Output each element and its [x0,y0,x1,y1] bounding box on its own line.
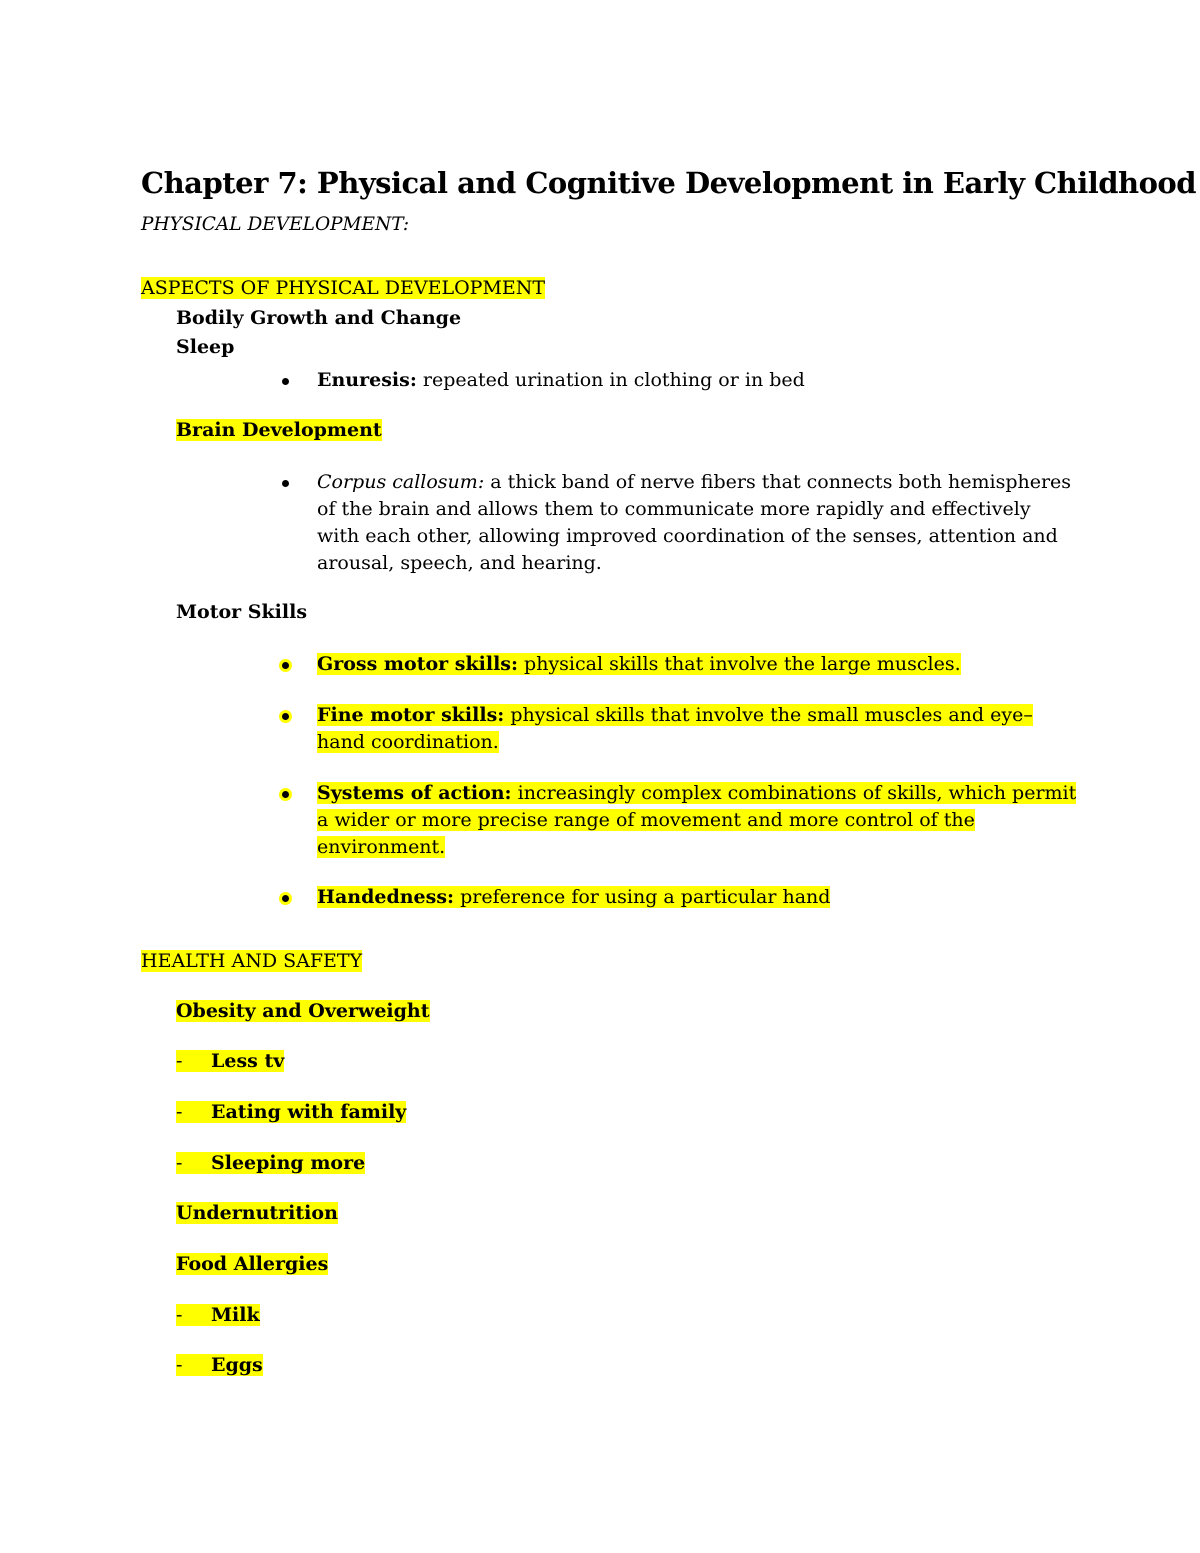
heading-health-safety: HEALTH AND SAFETY [141,950,363,972]
definition-line: hand coordination. [317,731,499,753]
heading-aspects: ASPECTS OF PHYSICAL DEVELOPMENT [141,277,546,299]
term-fine-motor: Fine motor skills: [317,704,505,726]
bullet-icon [282,662,289,669]
list-item-handedness [317,884,830,911]
subheading-obesity: Obesity and Overweight [176,1000,430,1022]
bullet-icon [282,378,289,385]
definition-line: a wider or more precise range of movement and more control of the [317,809,975,831]
list-item-gross-motor [317,651,961,678]
subheading-undernutrition: Undernutrition [176,1202,338,1224]
bullet-icon [282,480,289,487]
list-item-enuresis [317,367,805,394]
dash-marker: - [176,1354,183,1376]
list-item-eating-with-family [176,1101,406,1123]
item-text: Less tv [211,1050,285,1072]
term-systems-of-action: Systems of action: [317,782,512,804]
item-text: Sleeping more [211,1152,366,1174]
subheading-brain-development: Brain Development [176,419,382,441]
item-text: Eating with family [211,1101,407,1123]
item-text: Milk [211,1304,260,1326]
definition-line: a thick band of nerve fibers that connects both hemispheres [484,471,1072,493]
item-text: Eggs [211,1354,263,1376]
list-item-fine-motor [317,702,1033,756]
definition-line: environment. [317,836,446,858]
list-item-systems-of-action [317,780,1076,861]
definition-line: of the brain and allows them to communicate more rapidly and effectively [317,498,1031,520]
dash-marker: - [176,1101,183,1123]
dash-marker: - [176,1050,183,1072]
term-corpus-callosum: Corpus callosum: [317,471,485,493]
definition-line: physical skills that involve the small muscles and eye– [504,704,1033,726]
definition-handedness: preference for using a particular hand [454,886,831,908]
bullet-icon [282,895,289,902]
definition-line: with each other, allowing improved coordination of the senses, attention and [317,525,1058,547]
list-item-eggs [176,1354,263,1376]
subheading-food-allergies: Food Allergies [176,1253,329,1275]
bullet-icon [282,791,289,798]
page-title: Chapter 7: Physical and Cognitive Development in Early Childhood [141,166,1197,200]
subheading-sleep: Sleep [176,336,235,358]
definition-enuresis: repeated urination in clothing or in bed [416,369,805,391]
list-item-corpus-callosum [317,469,1071,577]
list-item-sleeping-more [176,1152,365,1174]
term-enuresis: Enuresis: [317,369,417,391]
section-subtitle: PHYSICAL DEVELOPMENT: [141,214,410,235]
definition-line: arousal, speech, and hearing. [317,552,602,574]
bullet-icon [282,713,289,720]
term-handedness: Handedness: [317,886,455,908]
subheading-bodily-growth: Bodily Growth and Change [176,307,462,329]
term-gross-motor: Gross motor skills: [317,653,518,675]
definition-gross-motor: physical skills that involve the large muscles. [518,653,961,675]
list-item-milk [176,1304,260,1326]
dash-marker: - [176,1152,183,1174]
subheading-motor-skills: Motor Skills [176,601,308,623]
list-item-less-tv [176,1050,284,1072]
definition-line: increasingly complex combinations of skills, which permit [511,782,1077,804]
dash-marker: - [176,1304,183,1326]
